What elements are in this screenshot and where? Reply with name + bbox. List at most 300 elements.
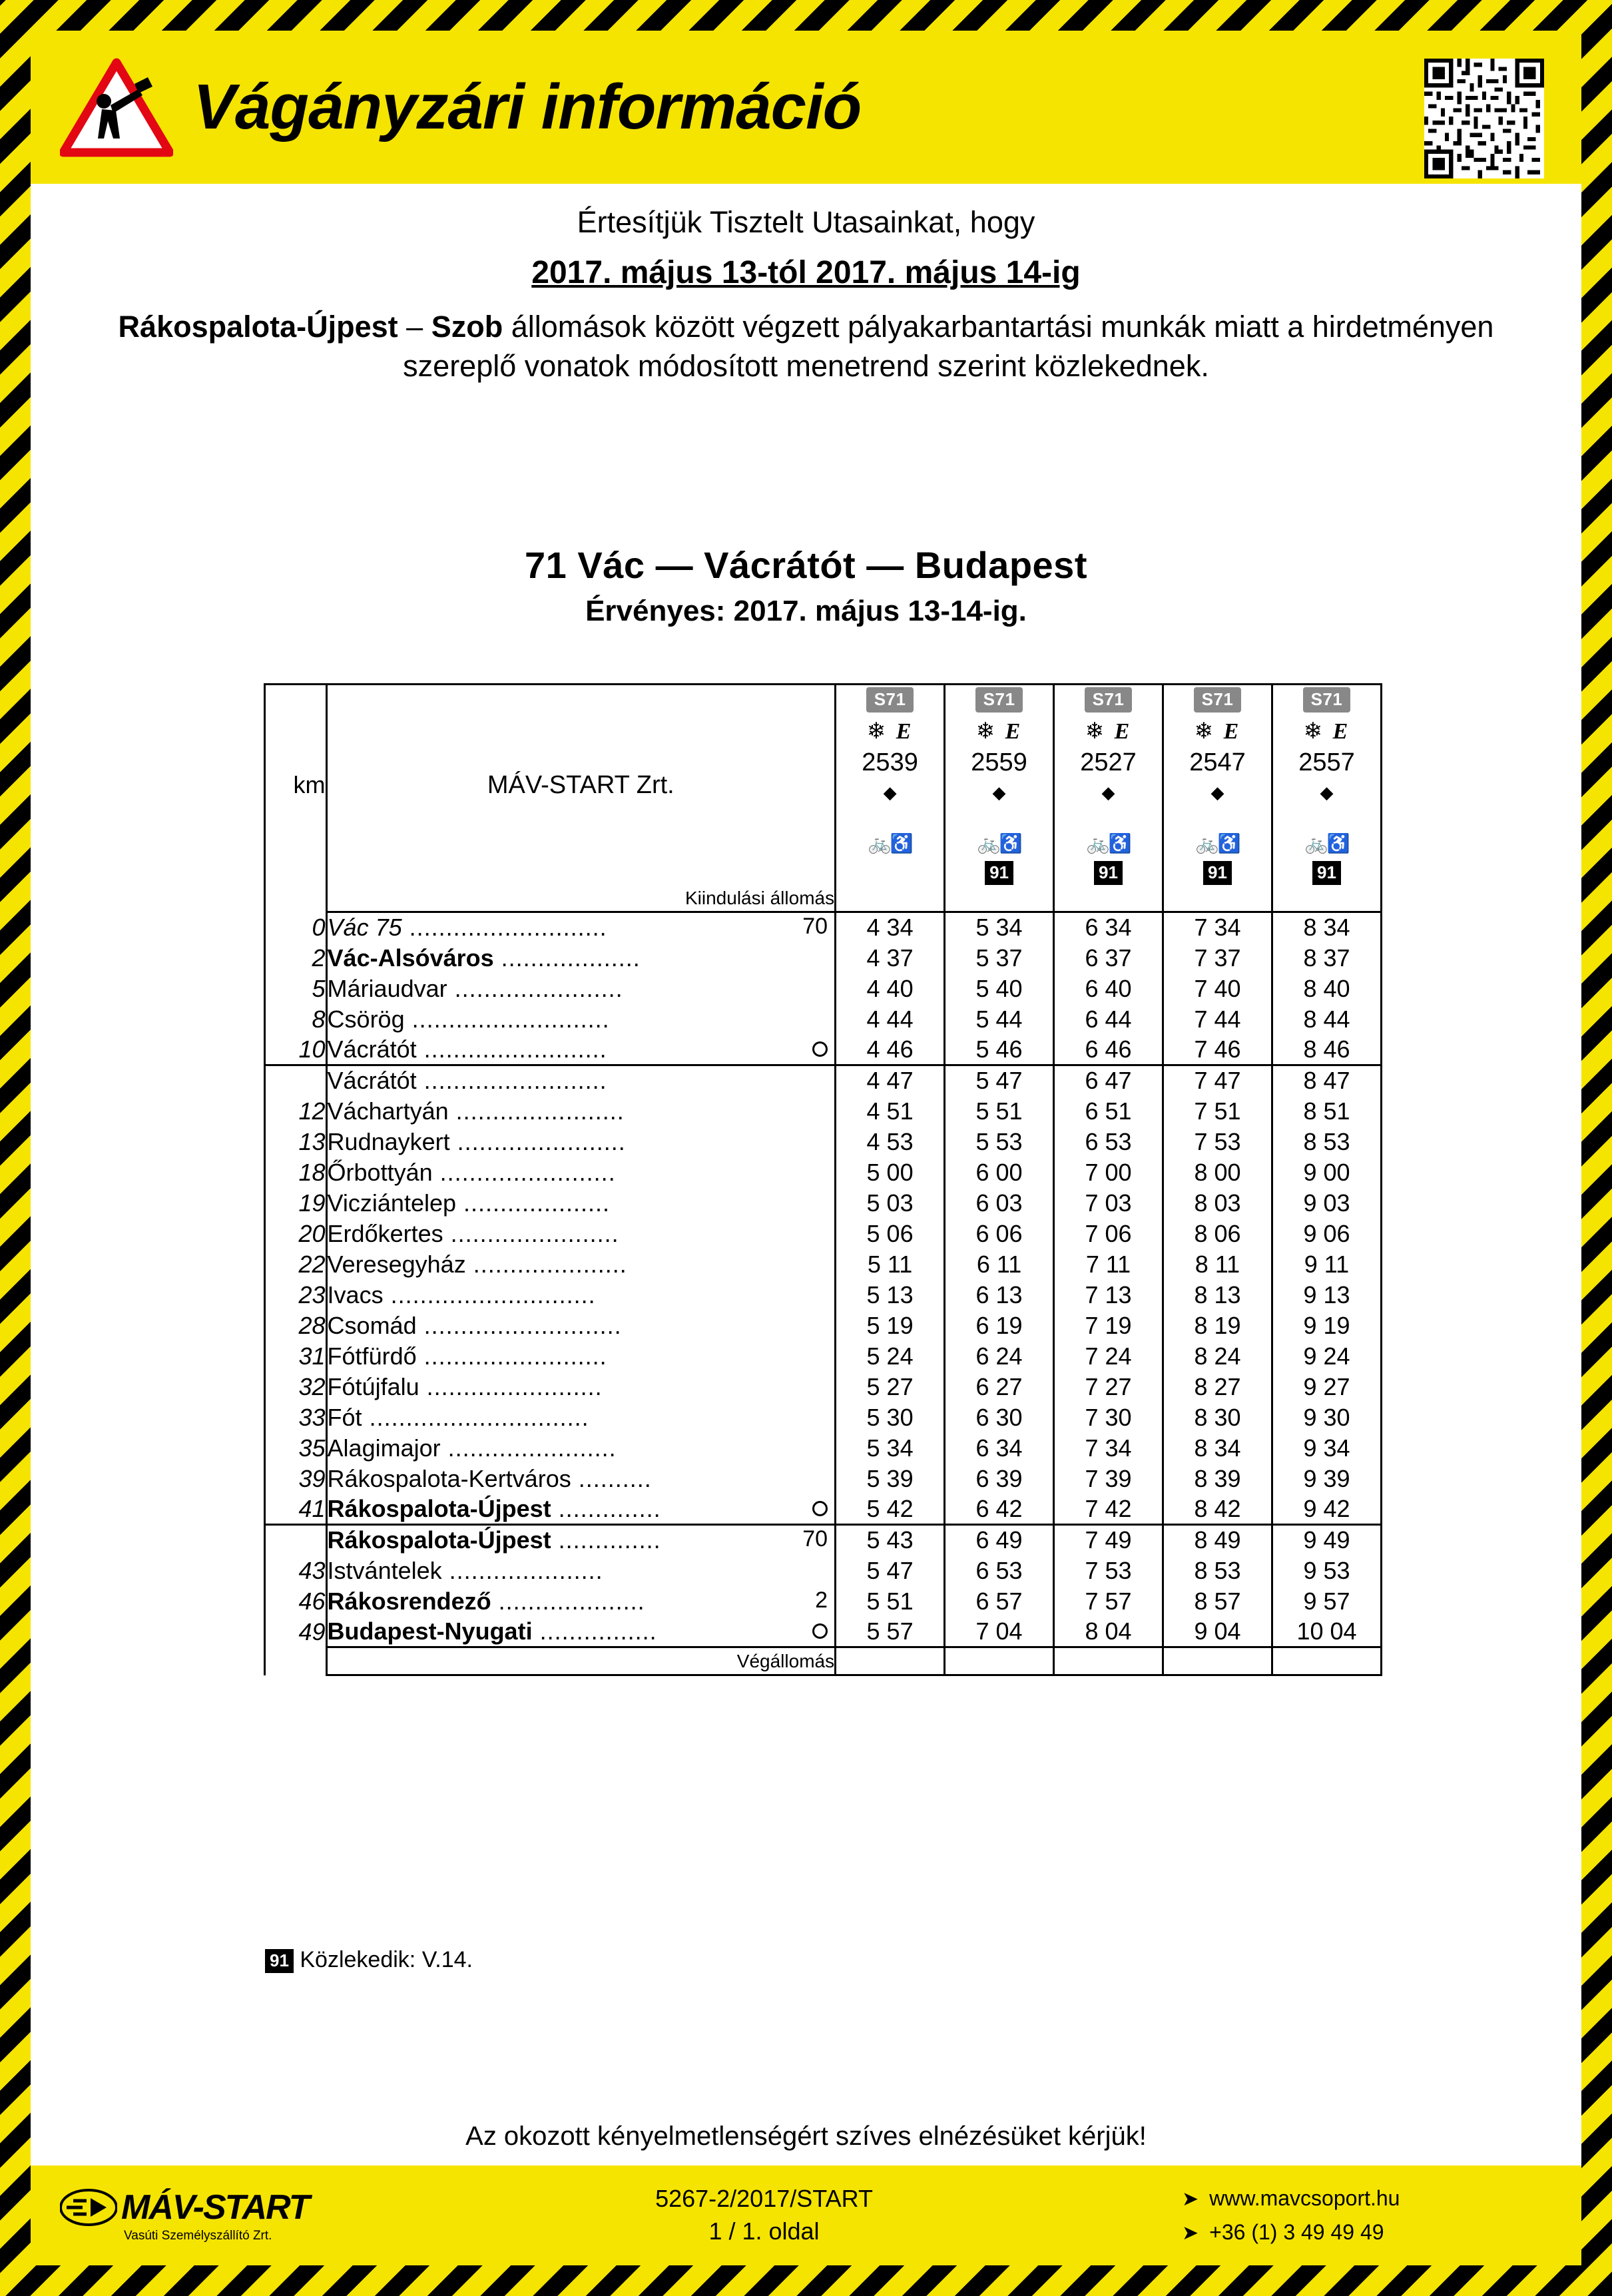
train-symbols: ❄ E — [1194, 718, 1241, 744]
departure-time: 5 40 — [945, 974, 1054, 1004]
mav-start-logo — [60, 2187, 346, 2243]
station-cell — [326, 1065, 836, 1096]
service-badge: S71 — [1194, 687, 1242, 713]
km-value — [265, 1525, 327, 1556]
end-station-label: Végállomás — [326, 1647, 836, 1675]
bicycle-wheelchair-icon: 🚲♿ — [1086, 833, 1131, 854]
diamond-icon: ◆ — [1101, 782, 1115, 802]
connection-line-number: 2 — [815, 1587, 828, 1613]
departure-time: 8 57 — [1163, 1586, 1272, 1617]
leader-dots: ........................... — [402, 914, 607, 942]
departure-time: 9 03 — [1272, 1188, 1381, 1219]
leader-dots: .................... — [456, 1189, 611, 1217]
departure-time: 6 49 — [945, 1525, 1054, 1556]
departure-time: 7 57 — [1054, 1586, 1163, 1617]
station-cell — [326, 1433, 836, 1464]
spacer-cell — [1054, 1647, 1163, 1675]
table-row — [265, 974, 1382, 1004]
table-row — [265, 1249, 1382, 1280]
km-value: 2 — [265, 943, 327, 974]
footer-contact — [1182, 2181, 1581, 2249]
leader-dots: .......... — [571, 1464, 652, 1492]
bicycle-wheelchair-icon: 🚲♿ — [1304, 833, 1349, 854]
departure-time: 6 39 — [945, 1464, 1054, 1494]
service-badge: S71 — [975, 687, 1023, 713]
departure-time: 7 40 — [1163, 974, 1272, 1004]
footer-bar — [31, 2165, 1581, 2265]
bicycle-wheelchair-icon: 🚲♿ — [868, 833, 912, 854]
notice-body — [31, 307, 1581, 386]
departure-time: 6 46 — [1054, 1035, 1163, 1065]
station-cell — [326, 1219, 836, 1249]
station-cell — [326, 1525, 836, 1556]
departure-time: 5 34 — [945, 912, 1054, 943]
departure-time: 8 39 — [1163, 1464, 1272, 1494]
spacer-cell — [1163, 1647, 1272, 1675]
departure-time: 5 27 — [836, 1372, 945, 1402]
table-row — [265, 1065, 1382, 1096]
train-number: 2557 — [1298, 748, 1355, 776]
spacer-cell — [836, 1647, 945, 1675]
departure-time: 5 03 — [836, 1188, 945, 1219]
train-number: 2539 — [862, 748, 918, 776]
departure-time: 7 53 — [1163, 1127, 1272, 1157]
station-cell — [326, 1188, 836, 1219]
apology-text: Az okozott kényelmetlenségért szíves elnézésüket kérjük! — [465, 2122, 1147, 2151]
station-name: Ivacs — [327, 1281, 384, 1308]
table-row — [265, 1004, 1382, 1035]
departure-time: 8 03 — [1163, 1188, 1272, 1219]
station-cell — [326, 1556, 836, 1586]
start-station-label-row — [265, 885, 1382, 912]
departure-time: 5 47 — [945, 1065, 1054, 1096]
departure-time: 7 00 — [1054, 1157, 1163, 1188]
station-name: Veresegyház — [327, 1250, 466, 1278]
departure-time: 9 30 — [1272, 1402, 1381, 1433]
footnote-91 — [265, 1947, 473, 1973]
footer-doc-info — [346, 2183, 1182, 2247]
route-validity: Érvényes: 2017. május 13-14-ig. — [585, 595, 1027, 627]
departure-time: 9 42 — [1272, 1494, 1381, 1525]
departure-time: 7 49 — [1054, 1525, 1163, 1556]
train-number: 2527 — [1080, 748, 1137, 776]
departure-time: 7 06 — [1054, 1219, 1163, 1249]
column-footnote-badge: 91 — [1094, 861, 1123, 885]
departure-time: 7 37 — [1163, 943, 1272, 974]
station-name: Rudnaykert — [327, 1127, 450, 1155]
spacer-cell — [836, 885, 945, 912]
km-value: 19 — [265, 1188, 327, 1219]
interchange-circle-icon — [808, 1617, 834, 1643]
departure-time: 9 57 — [1272, 1586, 1381, 1617]
station-cell — [326, 1249, 836, 1280]
spacer-cell — [945, 1647, 1054, 1675]
station-cell — [326, 1372, 836, 1402]
spacer-cell — [945, 885, 1054, 912]
spacer-cell — [1054, 885, 1163, 912]
footnote-badge: 91 — [265, 1949, 294, 1973]
departure-time: 10 04 — [1272, 1617, 1381, 1647]
departure-time: 4 34 — [836, 912, 945, 943]
train-column-header — [1163, 685, 1272, 886]
bicycle-wheelchair-icon: 🚲♿ — [977, 833, 1021, 854]
station-name: Vác-Alsóváros — [327, 944, 494, 972]
departure-time: 8 44 — [1272, 1004, 1381, 1035]
notice-body-mid: Szob — [431, 310, 503, 344]
station-name: Máriaudvar — [327, 974, 447, 1002]
notice-line1: Értesítjük Tisztelt Utasainkat, hogy — [577, 205, 1035, 239]
mav-start-logo-text: MÁV-START — [121, 2188, 309, 2227]
departure-time: 4 51 — [836, 1096, 945, 1127]
leader-dots: ......................... — [416, 1342, 607, 1370]
km-value: 28 — [265, 1310, 327, 1341]
departure-time: 8 42 — [1163, 1494, 1272, 1525]
footnote-text: Közlekedik: V.14. — [300, 1947, 473, 1972]
departure-time: 5 13 — [836, 1280, 945, 1310]
departure-time: 4 44 — [836, 1004, 945, 1035]
spacer-cell — [1272, 885, 1381, 912]
train-symbols: ❄ E — [975, 718, 1023, 744]
station-cell — [326, 943, 836, 974]
km-value — [265, 1065, 327, 1096]
leader-dots: ........................ — [432, 1158, 616, 1186]
timetable — [264, 683, 1382, 1676]
train-column-header — [945, 685, 1054, 886]
departure-time: 5 51 — [945, 1096, 1054, 1127]
departure-time: 8 53 — [1163, 1556, 1272, 1586]
table-row — [265, 1035, 1382, 1065]
departure-time: 8 19 — [1163, 1310, 1272, 1341]
station-name: Fót — [327, 1403, 362, 1431]
service-badge: S71 — [1303, 687, 1351, 713]
poster-body — [31, 31, 1581, 2265]
train-symbols: ❄ E — [866, 718, 914, 744]
mav-logo-icon — [60, 2187, 117, 2227]
service-badge: S71 — [866, 687, 914, 713]
train-column-header — [1054, 685, 1163, 886]
train-symbols: ❄ E — [1303, 718, 1350, 744]
train-column-header — [836, 685, 945, 886]
station-cell — [326, 1004, 836, 1035]
train-symbols: ❄ E — [1085, 718, 1132, 744]
leader-dots: ....................... — [449, 1127, 626, 1155]
station-cell — [326, 1096, 836, 1127]
leader-dots: ......................... — [416, 1067, 607, 1095]
station-cell — [326, 1341, 836, 1372]
timetable-header-row — [265, 685, 1382, 886]
departure-time: 5 46 — [945, 1035, 1054, 1065]
column-footnote-badge: 91 — [1312, 861, 1341, 885]
km-value: 12 — [265, 1096, 327, 1127]
departure-time: 8 30 — [1163, 1402, 1272, 1433]
station-name: Csomád — [327, 1311, 417, 1339]
table-row — [265, 1188, 1382, 1219]
table-row — [265, 1372, 1382, 1402]
departure-time: 8 13 — [1163, 1280, 1272, 1310]
km-value: 10 — [265, 1035, 327, 1065]
departure-time: 6 27 — [945, 1372, 1054, 1402]
km-value: 13 — [265, 1127, 327, 1157]
leader-dots: ..................... — [465, 1250, 627, 1278]
km-value: 0 — [265, 912, 327, 943]
table-row — [265, 1586, 1382, 1617]
departure-time: 5 00 — [836, 1157, 945, 1188]
station-name: Csörög — [327, 1005, 405, 1033]
departure-time: 8 53 — [1272, 1127, 1381, 1157]
departure-time: 4 40 — [836, 974, 945, 1004]
station-name: Alagimajor — [327, 1434, 441, 1462]
departure-time: 9 19 — [1272, 1310, 1381, 1341]
station-cell — [326, 912, 836, 943]
departure-time: 9 13 — [1272, 1280, 1381, 1310]
train-column-header — [1272, 685, 1381, 886]
departure-time: 6 06 — [945, 1219, 1054, 1249]
leader-dots: ............................ — [383, 1281, 596, 1308]
km-header: km — [265, 685, 327, 886]
departure-time: 7 44 — [1163, 1004, 1272, 1035]
leader-dots: ..................... — [441, 1556, 603, 1584]
qr-code-icon — [1424, 59, 1544, 178]
connection-line-number: 70 — [802, 1526, 828, 1552]
station-cell — [326, 1402, 836, 1433]
departure-time: 9 27 — [1272, 1372, 1381, 1402]
departure-time: 6 47 — [1054, 1065, 1163, 1096]
route-title: 71 Vác — Vácrátót — Budapest — [525, 544, 1087, 586]
station-name: Rákospalota-Újpest — [327, 1494, 551, 1522]
leader-dots: .............................. — [362, 1403, 589, 1431]
departure-time: 4 53 — [836, 1127, 945, 1157]
departure-time: 5 47 — [836, 1556, 945, 1586]
station-cell — [326, 1127, 836, 1157]
station-name: Váchartyán — [327, 1097, 449, 1125]
km-value: 39 — [265, 1464, 327, 1494]
station-name: Vácrátót — [327, 1067, 417, 1095]
table-row — [265, 1464, 1382, 1494]
station-name: Budapest-Nyugati — [327, 1617, 533, 1645]
station-cell — [326, 1494, 836, 1525]
km-value: 33 — [265, 1402, 327, 1433]
departure-time: 9 53 — [1272, 1556, 1381, 1586]
departure-time: 4 47 — [836, 1065, 945, 1096]
departure-time: 7 27 — [1054, 1372, 1163, 1402]
km-value: 22 — [265, 1249, 327, 1280]
leader-dots: ........................ — [419, 1372, 603, 1400]
station-name: Fótújfalu — [327, 1372, 419, 1400]
departure-time: 6 57 — [945, 1586, 1054, 1617]
footer-doc-id: 5267-2/2017/START — [655, 2185, 873, 2213]
departure-time: 7 53 — [1054, 1556, 1163, 1586]
table-row — [265, 1433, 1382, 1464]
departure-time: 8 51 — [1272, 1096, 1381, 1127]
station-cell — [326, 1280, 836, 1310]
station-name: Vácrátót — [327, 1035, 417, 1063]
leader-dots: .............. — [551, 1526, 661, 1554]
km-value: 32 — [265, 1372, 327, 1402]
column-footnote-badge: 91 — [985, 861, 1013, 885]
leader-dots: ........................... — [416, 1311, 622, 1339]
table-row — [265, 1127, 1382, 1157]
departure-time: 9 24 — [1272, 1341, 1381, 1372]
table-row — [265, 1494, 1382, 1525]
leader-dots: ....................... — [443, 1219, 619, 1247]
departure-time: 5 51 — [836, 1586, 945, 1617]
diamond-icon: ◆ — [1320, 782, 1334, 802]
km-value: 8 — [265, 1004, 327, 1035]
departure-time: 7 34 — [1163, 912, 1272, 943]
departure-time: 5 30 — [836, 1402, 945, 1433]
header-bar — [31, 31, 1581, 184]
notice-body-dash: – — [398, 310, 431, 344]
column-footnote-badge: 91 — [1203, 861, 1232, 885]
departure-time: 6 34 — [945, 1433, 1054, 1464]
km-value: 31 — [265, 1341, 327, 1372]
km-value: 23 — [265, 1280, 327, 1310]
departure-time: 5 53 — [945, 1127, 1054, 1157]
interchange-circle-icon — [808, 1495, 834, 1521]
departure-time: 8 46 — [1272, 1035, 1381, 1065]
start-station-label: Kiindulási állomás — [326, 885, 836, 912]
departure-time: 7 34 — [1054, 1433, 1163, 1464]
km-value: 5 — [265, 974, 327, 1004]
departure-time: 6 44 — [1054, 1004, 1163, 1035]
table-row — [265, 943, 1382, 974]
departure-time: 8 04 — [1054, 1617, 1163, 1647]
departure-time: 8 34 — [1272, 912, 1381, 943]
departure-time: 7 03 — [1054, 1188, 1163, 1219]
arrow-icon: ➤ — [1182, 2222, 1199, 2244]
diamond-icon: ◆ — [1210, 782, 1224, 802]
departure-time: 7 51 — [1163, 1096, 1272, 1127]
departure-time: 6 19 — [945, 1310, 1054, 1341]
km-value: 18 — [265, 1157, 327, 1188]
station-cell — [326, 1586, 836, 1617]
table-row — [265, 1219, 1382, 1249]
footer-page-number: 1 / 1. oldal — [708, 2217, 820, 2245]
service-badge: S71 — [1085, 687, 1133, 713]
table-row — [265, 1556, 1382, 1586]
station-name: Rákospalota-Újpest — [327, 1526, 551, 1554]
end-station-label-row — [265, 1647, 1382, 1675]
notice-body-suffix: állomások között végzett pályakarbantartási munkák miatt a hirdetményen szereplő vonatok módosított menetrend szerint közlekednek. — [403, 310, 1494, 384]
leader-dots: ................ — [532, 1617, 657, 1645]
km-value: 41 — [265, 1494, 327, 1525]
arrow-icon: ➤ — [1182, 2187, 1199, 2210]
table-row — [265, 1280, 1382, 1310]
departure-time: 8 47 — [1272, 1065, 1381, 1096]
departure-time: 6 53 — [945, 1556, 1054, 1586]
interchange-circle-icon — [808, 1035, 834, 1061]
footer-phone: +36 (1) 3 49 49 49 — [1209, 2220, 1384, 2244]
table-row — [265, 1341, 1382, 1372]
operator-header: MÁV-START Zrt. — [326, 685, 836, 886]
departure-time: 8 00 — [1163, 1157, 1272, 1188]
departure-time: 8 49 — [1163, 1525, 1272, 1556]
station-name: Rákospalota-Kertváros — [327, 1464, 571, 1492]
departure-time: 9 06 — [1272, 1219, 1381, 1249]
departure-time: 7 47 — [1163, 1065, 1272, 1096]
departure-time: 7 39 — [1054, 1464, 1163, 1494]
departure-time: 6 11 — [945, 1249, 1054, 1280]
leader-dots: ....................... — [440, 1434, 617, 1462]
leader-dots: .............. — [551, 1494, 661, 1522]
railway-worker-warning-triangle-icon — [60, 57, 173, 157]
departure-time: 5 34 — [836, 1433, 945, 1464]
departure-time: 4 37 — [836, 943, 945, 974]
departure-time: 6 24 — [945, 1341, 1054, 1372]
departure-time: 7 24 — [1054, 1341, 1163, 1372]
mav-start-logo-subtitle: Vasúti Személyszállító Zrt. — [124, 2229, 272, 2243]
notice-body-prefix: Rákospalota-Újpest — [118, 310, 398, 344]
departure-time: 9 39 — [1272, 1464, 1381, 1494]
departure-time: 6 13 — [945, 1280, 1054, 1310]
departure-time: 8 40 — [1272, 974, 1381, 1004]
table-row — [265, 1310, 1382, 1341]
notice-block — [31, 205, 1581, 386]
departure-time: 8 06 — [1163, 1219, 1272, 1249]
train-number: 2547 — [1189, 748, 1246, 776]
departure-time: 5 37 — [945, 943, 1054, 974]
departure-time: 7 04 — [945, 1617, 1054, 1647]
footer-website[interactable]: www.mavcsoport.hu — [1209, 2185, 1400, 2210]
departure-time: 7 30 — [1054, 1402, 1163, 1433]
diamond-icon: ◆ — [883, 782, 897, 802]
departure-time: 9 34 — [1272, 1433, 1381, 1464]
station-name: Istvántelek — [327, 1556, 442, 1584]
departure-time: 5 11 — [836, 1249, 945, 1280]
departure-time: 9 04 — [1163, 1617, 1272, 1647]
table-row — [265, 1096, 1382, 1127]
departure-time: 6 34 — [1054, 912, 1163, 943]
departure-time: 6 30 — [945, 1402, 1054, 1433]
departure-time: 6 37 — [1054, 943, 1163, 974]
station-cell — [326, 1310, 836, 1341]
departure-time: 9 00 — [1272, 1157, 1381, 1188]
table-row — [265, 912, 1382, 943]
spacer-cell — [1272, 1647, 1381, 1675]
table-row — [265, 1617, 1382, 1647]
station-cell — [326, 1464, 836, 1494]
departure-time: 8 11 — [1163, 1249, 1272, 1280]
departure-time: 5 42 — [836, 1494, 945, 1525]
spacer-cell — [1163, 885, 1272, 912]
departure-time: 6 42 — [945, 1494, 1054, 1525]
km-value: 49 — [265, 1617, 327, 1647]
table-row — [265, 1525, 1382, 1556]
station-name: Őrbottyán — [327, 1158, 433, 1186]
departure-time: 8 27 — [1163, 1372, 1272, 1402]
notice-date-range: 2017. május 13-tól 2017. május 14-ig — [531, 255, 1081, 290]
leader-dots: ................... — [493, 944, 641, 972]
departure-time: 7 13 — [1054, 1280, 1163, 1310]
station-name: Vác 75 — [327, 914, 402, 942]
leader-dots: ........................... — [404, 1005, 610, 1033]
departure-time: 5 39 — [836, 1464, 945, 1494]
km-value: 35 — [265, 1433, 327, 1464]
station-name: Vicziántelep — [327, 1189, 457, 1217]
departure-time: 8 37 — [1272, 943, 1381, 974]
departure-time: 5 43 — [836, 1525, 945, 1556]
bicycle-wheelchair-icon: 🚲♿ — [1195, 833, 1240, 854]
connection-line-number: 70 — [802, 914, 828, 940]
departure-time: 6 00 — [945, 1157, 1054, 1188]
leader-dots: ......................... — [416, 1035, 607, 1063]
departure-time: 5 44 — [945, 1004, 1054, 1035]
train-number: 2559 — [971, 748, 1027, 776]
page-title: Vágányzári információ — [193, 71, 862, 143]
departure-time: 5 19 — [836, 1310, 945, 1341]
departure-time: 7 42 — [1054, 1494, 1163, 1525]
departure-time: 6 03 — [945, 1188, 1054, 1219]
